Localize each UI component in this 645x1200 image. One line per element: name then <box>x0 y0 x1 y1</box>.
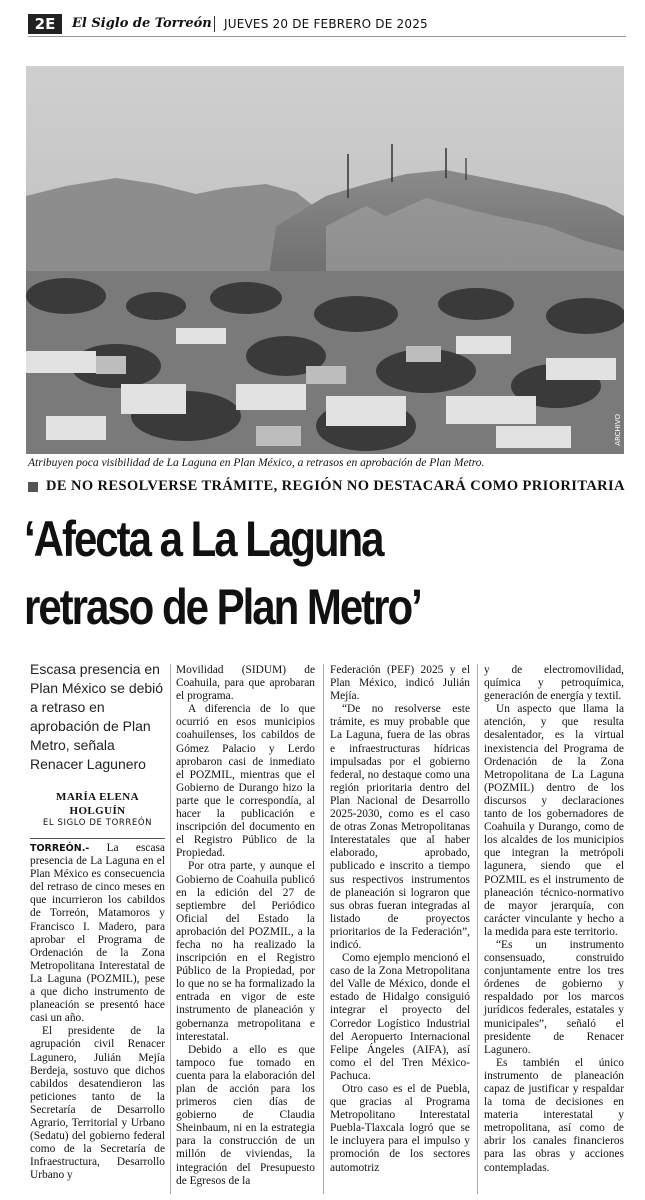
article-column-4 <box>484 664 624 1175</box>
paragraph: Un aspecto que llama la atención, y que resulta desalentador, es la virtual inexistencia del Programa de Ordenación de la Zona Metropolitana de La Laguna (POZMIL) dentro de los discursos y declaraciones tanto de los gobernadores de Coahuila y Durango, como de los alcaldes de los municipios que integran la metrópoli lagunera, siendo que el POZMIL es el instrumento de planeación técnico-normativo de mayor jerarquía, con carácter vinculante y hecho a la medida para este territorio. <box>484 703 624 938</box>
paragraph: A diferencia de lo que ocurrió en esos municipios coahuilenses, los cabildos de Gómez Palacio y Lerdo aprobaron casi de inmediato el POZMIL, mientras que el Gobierno de Durango hizo la parte que le correspondía, al hacer la publicación e inscripción del documento en el Registro Público de la Propiedad. <box>176 703 315 860</box>
paragraph: Movilidad (SIDUM) de Coahuila, para que aprobaran el programa. <box>176 664 315 703</box>
paragraph: “Es un instrumento consensuado, construido conjuntamente entre los tres órdenes de gobierno y respaldado por los marcos jurídicos federales, estatales y municipales”, señaló el presidente de Renacer Lagunero. <box>484 938 624 1056</box>
kicker <box>28 478 628 498</box>
paragraph: El presidente de la agrupación civil Renacer Lagunero, Julián Mejía Berdeja, sostuvo que dichos cabildos desatendieron las peticiones tanto de la Secretaría de Desarrollo Agrario, Territorial y Urbano (Sedatu) del gobierno federal como de la Secretaría de Infraestructura, Desarrollo Urbano y <box>30 1025 165 1182</box>
paragraph: y de electromovilidad, química y petroquímica, generación de energía y textil. <box>484 664 624 703</box>
photo-credit: ARCHIVO <box>614 414 622 446</box>
kicker-square-icon <box>28 482 38 492</box>
column-divider <box>477 664 478 1194</box>
byline-outlet: EL SIGLO DE TORREÓN <box>42 818 153 828</box>
summary-deck: Escasa presencia en Plan México se debió a retraso en aprobación de Plan Metro, señala Renacer Lagunero <box>30 661 164 772</box>
headline-line-2: retraso de Plan Metro’ <box>24 579 421 635</box>
paragraph: Es también el único instrumento de planeación capaz de justificar y respaldar la toma de decisiones en materia interestatal y metropolitana, así como de abrir los canales financieros para las obras y acciones contempladas. <box>484 1056 624 1174</box>
column-divider <box>170 664 171 1194</box>
page-header <box>28 14 626 37</box>
byline-rule <box>30 838 165 839</box>
paragraph: Debido a ello es que tampoco fue tomado en cuenta para la elaboración del plan de acción para los primeros cien días de gobierno de Claudia Sheinbaum, ni en la estrategia para la construcción de un millón de viviendas, la integración del Presupuesto de Egresos de la <box>176 1043 315 1187</box>
article-column-2 <box>176 664 315 1188</box>
dateline: TORREÓN.- <box>30 843 90 854</box>
paragraph: “De no resolverse este trámite, es muy probable que La Laguna, fuera de las obras e infraestructuras hídricas impulsadas por el gobierno federal, no destaque como una región prioritaria dentro del Plan Nacional de Desarrollo 2025-2030, como es el caso de otras Zonas Metropolitanas Interestatales que al haber elaborado, aprobado, publicado e inscrito a tiempo sus respectivos instrumentos de planeación si lograron que sus obras fueran integradas al listado de proyectos prioritarios de la Federación”, indicó. <box>330 703 470 951</box>
photo-caption: Atribuyen poca visibilidad de La Laguna en Plan México, a retrasos en aprobación de Plan Metro. <box>28 457 485 469</box>
article-column-3 <box>330 664 470 1175</box>
page-number-badge: 2E <box>28 14 62 34</box>
news-photo <box>26 66 624 454</box>
article-column-1 <box>30 842 165 1182</box>
paragraph: Federación (PEF) 2025 y el Plan México, indicó Julián Mejía. <box>330 664 470 703</box>
paragraph: La escasa presencia de La Laguna en el Plan México es consecuencia del retraso de cinco meses en que incurrieron los cabildos de Torreón, Matamoros y Francisco I. Madero, para aprobar el Programa de Ordenación de la Zona Metropolitana Interestatal de La Laguna (POZMIL), pese a que dicho instrumento de planeación se presentó hace casi un año. <box>30 842 165 1025</box>
headline <box>24 505 536 641</box>
landscape-photo-illustration <box>26 66 624 454</box>
newspaper-name: El Siglo de Torreón <box>72 16 212 31</box>
kicker-text: DE NO RESOLVERSE TRÁMITE, REGIÓN NO DESTACARÁ COMO PRIORITARIA <box>46 478 625 494</box>
issue-date: JUEVES 20 DE FEBRERO DE 2025 <box>224 17 428 31</box>
header-divider <box>214 16 215 32</box>
paragraph: Como ejemplo mencionó el caso de la Zona Metropolitana del Valle de México, donde el estado de Hidalgo consiguió integrar el proyecto del Corredor Logístico Industrial del Aeropuerto Internacional Felipe Ángeles (AIFA), así como el del Tren México-Pachuca. <box>330 952 470 1082</box>
byline-author: MARÍA ELENA HOLGUÍN <box>56 791 139 817</box>
paragraph: Otro caso es el de Puebla, que gracias al Programa Metropolitano Interestatal Puebla-Tlaxcala logró que se le incluyera para el impulso y promoción de los sectores automotriz <box>330 1083 470 1174</box>
column-divider <box>323 664 324 1194</box>
headline-line-1: ‘Afecta a La Laguna <box>24 511 383 567</box>
paragraph: Por otra parte, y aunque el Gobierno de Coahuila publicó en la edición del 27 de septiembre del Periódico Oficial del Estado la aprobación del POZMIL, a la fecha no ha realizado la inscripción en el Registro Público de la Propiedad, por lo que no se ha formalizado la entrada en vigor de este instrumento de planeación y gobernanza metropolitana e interestatal. <box>176 860 315 1043</box>
